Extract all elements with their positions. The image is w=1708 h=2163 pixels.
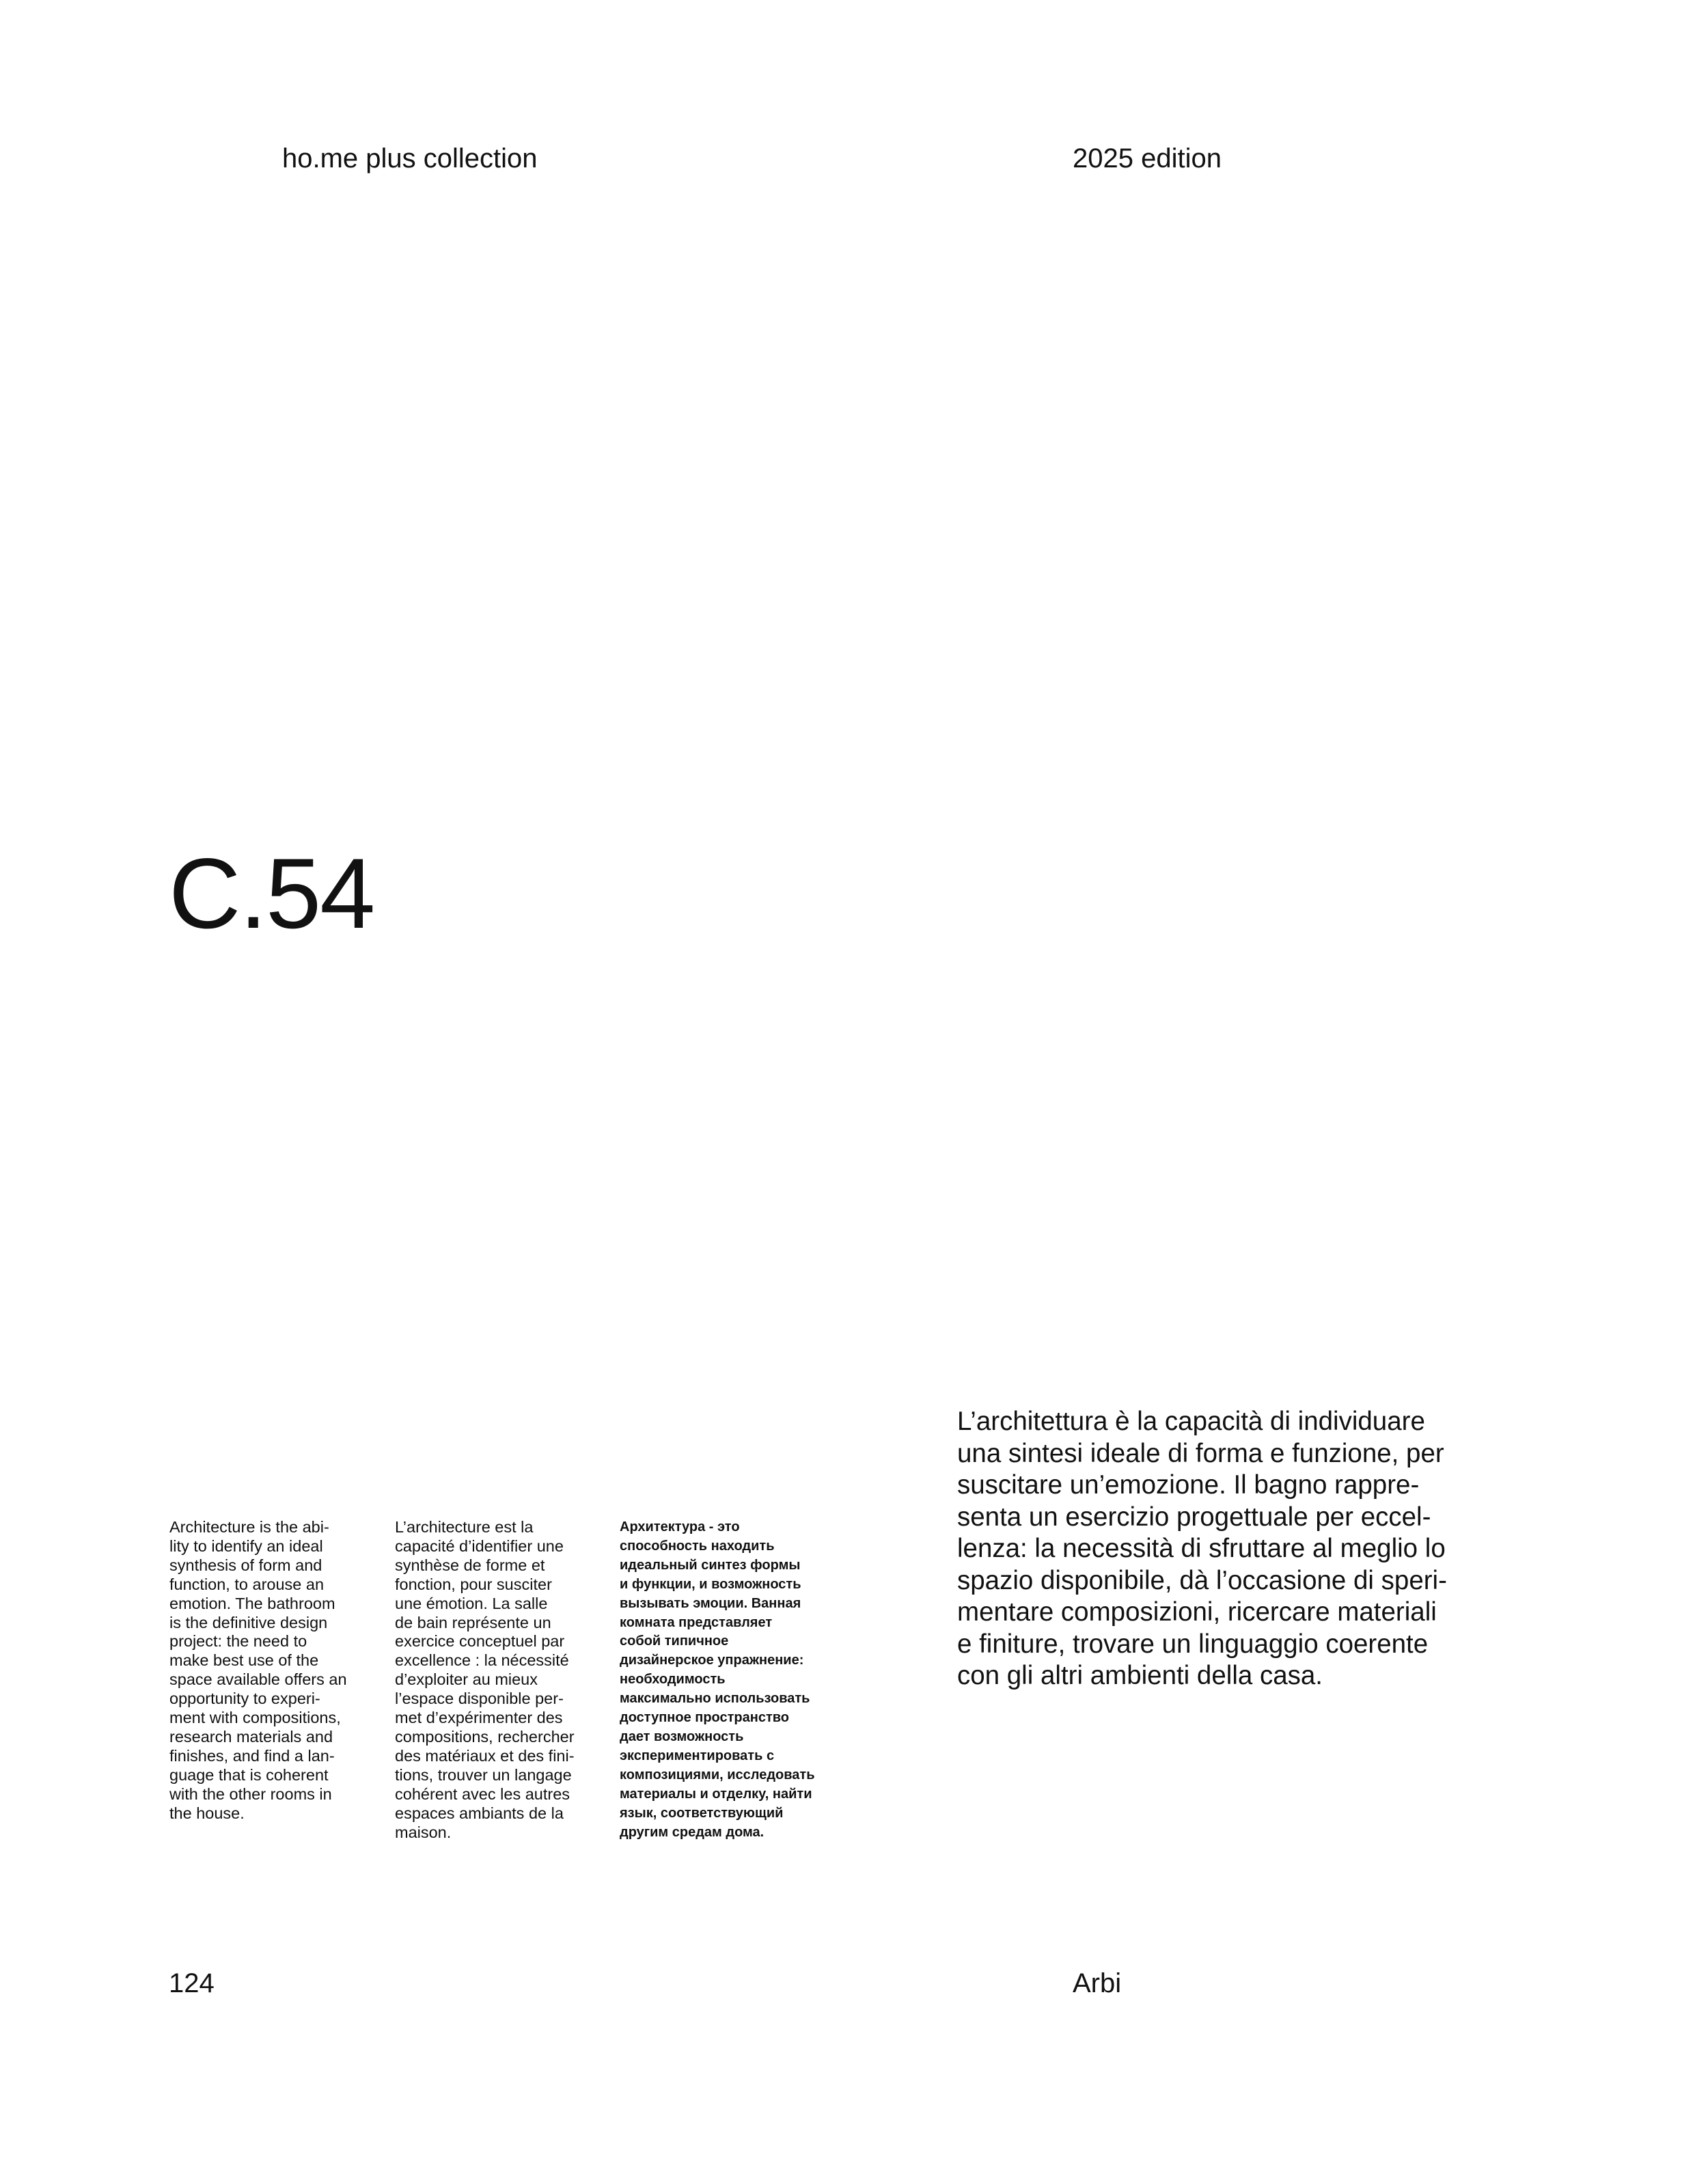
collection-title: ho.me plus collection bbox=[282, 143, 538, 174]
french-description: L’architecture est la capacité d’identifier une synthèse de forme et fonction, pour susciter une émotion. La salle de bain représente un exercice conceptuel par excellence : la nécessité d’exploiter au mieux l’espace disponible per- met d’expérimenter des compositions, rechercher des matériaux et des fini- tions, trouver un langage cohérent avec les autres espaces ambiants de la maison. bbox=[395, 1518, 575, 1841]
edition-label: 2025 edition bbox=[1073, 143, 1222, 174]
russian-description: Архитектура - это способность находить идеальный синтез формы и функции, и возможность вызывать эмоции. Ванная комната представляет собой типичное дизайнерское упражнение: необходимость максимально использовать доступное пространство дает возможность экспериментировать с композициями, исследовать материалы и отделку, найти язык, соответствующий другим средам дома. bbox=[620, 1519, 815, 1840]
english-description: Architecture is the abi- lity to identify an ideal synthesis of form and function, to arouse an emotion. The bathroom is the definitive design project: the need to make best use of the space available offers an opportunity to experi- ment with compositions, research materials and finishes, and find a lan- guage that is coherent with the other rooms in the house. bbox=[169, 1518, 347, 1822]
product-code: C.54 bbox=[169, 838, 374, 949]
page-number: 124 bbox=[169, 1968, 215, 1998]
italian-intro-text: L’architettura è la capacità di individuare una sintesi ideale di forma e funzione, per suscitare un’emozione. Il bagno rappre- senta un esercizio progettuale per eccel- lenza: la necessità di sfruttare al meglio lo spazio disponibile, dà l’occasione di speri- mentare composizioni, ricercare materiali e finiture, trovare un linguaggio coerente con gli altri ambienti della casa. bbox=[957, 1407, 1447, 1690]
brand-name: Arbi bbox=[1073, 1968, 1122, 1998]
